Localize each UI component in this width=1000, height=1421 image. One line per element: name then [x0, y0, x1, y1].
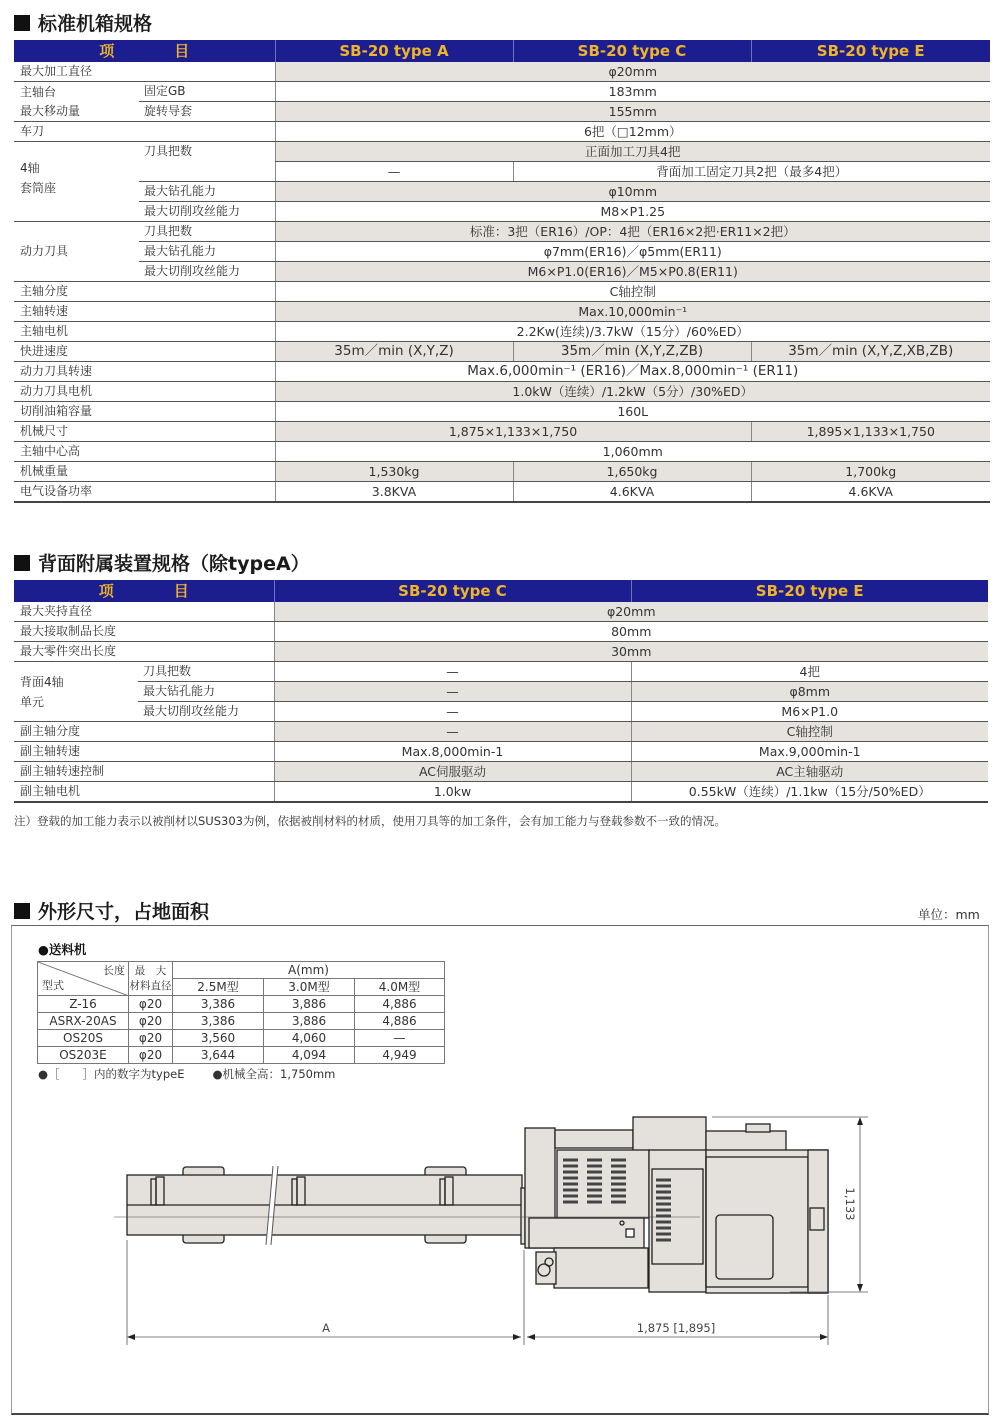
row-value-c: Max.8,000min-1 — [274, 742, 631, 762]
row-value: 160L — [275, 402, 990, 422]
dim-height-label: 1,133 — [843, 1187, 857, 1221]
row-value: φ20mm — [275, 62, 990, 82]
row-label: 副主轴电机 — [14, 782, 274, 803]
row-value-e: 1,700kg — [751, 462, 990, 482]
row-value-c: — — [274, 722, 631, 742]
model-cell: Z-16 — [38, 996, 129, 1013]
header-type-e: SB-20 type E — [751, 40, 990, 62]
section-title-standard-specs: 标准机箱规格 — [14, 9, 152, 36]
row-sublabel: 最大切削攻丝能力 — [139, 202, 275, 222]
row-value: Max.10,000min⁻¹ — [275, 302, 990, 322]
dim-a-label: A — [322, 1321, 330, 1335]
row-sublabel: 最大钻孔能力 — [138, 682, 274, 702]
row-value-e: 0.55kW（连续）/1.1kw（15分/50%ED） — [631, 782, 988, 803]
col-header: 2.5M型 — [173, 979, 264, 996]
unit-label: 单位：mm — [918, 907, 980, 922]
row-value-e: C轴控制 — [631, 722, 988, 742]
note-bracket: ●［ ］内的数字为typeE — [38, 1067, 185, 1081]
value-cell: — — [355, 1030, 445, 1047]
row-value: Max.6,000min⁻¹ (ER16)／Max.8,000min⁻¹ (ER11) — [275, 362, 990, 382]
row-value: 80mm — [274, 622, 988, 642]
row-value-a: 1,530kg — [275, 462, 513, 482]
row-label: 电气设备功率 — [14, 482, 275, 503]
row-sublabel: 最大钻孔能力 — [139, 182, 275, 202]
row-label: 最大接取制品长度 — [14, 622, 274, 642]
row-label: 副主轴转速控制 — [14, 762, 274, 782]
row-label: 动力刀具转速 — [14, 362, 275, 382]
col-header: 3.0M型 — [264, 979, 355, 996]
row-value: 6把（□12mm） — [275, 122, 990, 142]
value-cell: 3,886 — [264, 1013, 355, 1030]
value-cell: 3,886 — [264, 996, 355, 1013]
row-label: 最大加工直径 — [14, 62, 275, 82]
row-value: 标准：3把（ER16）/OP：4把（ER16×2把·ER11×2把） — [275, 222, 990, 242]
row-sublabel: 旋转导套 — [139, 102, 275, 122]
value-cell: 4,060 — [264, 1030, 355, 1047]
a-header: A(mm) — [173, 962, 445, 979]
row-value-e: M6×P1.0 — [631, 702, 988, 722]
row-value-c: — — [274, 662, 631, 682]
row-sublabel: 刀具把数 — [139, 222, 275, 242]
row-label: 机械重量 — [14, 462, 275, 482]
row-value: φ7mm(ER16)／φ5mm(ER11) — [275, 242, 990, 262]
row-label: 动力刀具电机 — [14, 382, 275, 402]
row-sublabel: 最大切削攻丝能力 — [139, 262, 275, 282]
row-label: 主轴电机 — [14, 322, 275, 342]
model-cell: OS203E — [38, 1047, 129, 1064]
row-sublabel: 刀具把数 — [138, 662, 274, 682]
row-sublabel: 最大钻孔能力 — [139, 242, 275, 262]
row-sublabel: 刀具把数 — [139, 142, 275, 182]
value-cell: 4,886 — [355, 996, 445, 1013]
section-title-dimensions: 外形尺寸，占地面积 — [14, 897, 209, 924]
row-value-c: AC伺服驱动 — [274, 762, 631, 782]
row-value-e: 4.6KVA — [751, 482, 990, 503]
model-cell: OS20S — [38, 1030, 129, 1047]
row-value-a: 35m／min (X,Y,Z) — [275, 342, 513, 362]
machine-body — [525, 1117, 828, 1293]
row-value: 1,060mm — [275, 442, 990, 462]
row-value: 2.2Kw(连续)/3.7kW（15分）/60%ED） — [275, 322, 990, 342]
row-label: 主轴分度 — [14, 282, 275, 302]
row-group-label-live-tool: 动力刀具 — [14, 222, 139, 282]
row-value-e: 1,895×1,133×1,750 — [751, 422, 990, 442]
header-item: 项 目 — [14, 40, 275, 62]
row-group-label: 最大移动量 — [14, 102, 139, 122]
row-group-label-rear-unit: 背面4轴 单元 — [14, 662, 138, 722]
header-type-e: SB-20 type E — [631, 580, 988, 602]
row-label: 主轴转速 — [14, 302, 275, 322]
header-item: 项 目 — [14, 580, 274, 602]
value-cell: 4,886 — [355, 1013, 445, 1030]
row-value-c: 35m／min (X,Y,Z,ZB) — [513, 342, 751, 362]
row-value: 1.0kW（连续）/1.2kW（5分）/30%ED） — [275, 382, 990, 402]
row-value: M8×P1.25 — [275, 202, 990, 222]
note-height: ●机械全高：1,750mm — [212, 1067, 336, 1081]
value-cell: 3,386 — [173, 996, 264, 1013]
max-dia-header: 最 大 材料直径 — [129, 962, 173, 996]
model-cell: ASRX-20AS — [38, 1013, 129, 1030]
row-value-ac: 1,875×1,133×1,750 — [275, 422, 751, 442]
row-sublabel: 最大切削攻丝能力 — [138, 702, 274, 722]
row-label: 副主轴分度 — [14, 722, 274, 742]
dim-length-label: 1,875 [1,895] — [636, 1321, 716, 1335]
dia-cell: φ20 — [129, 996, 173, 1013]
value-cell: 3,560 — [173, 1030, 264, 1047]
row-value-ce: 背面加工固定刀具2把（最多4把） — [513, 162, 990, 182]
row-group-label-sleeve: 4轴 套筒座 — [14, 142, 139, 222]
footnote: 注）登载的加工能力表示以被削材以SUS303为例，依据被削材料的材质，使用刀具等的加工条件，会有加工能力与登载参数不一致的情况。 — [14, 814, 726, 828]
row-value: M6×P1.0(ER16)／M5×P0.8(ER11) — [275, 262, 990, 282]
row-value: C轴控制 — [275, 282, 990, 302]
row-value-e: φ8mm — [631, 682, 988, 702]
col-header: 4.0M型 — [355, 979, 445, 996]
row-label: 车刀 — [14, 122, 275, 142]
row-value: φ20mm — [274, 602, 988, 622]
row-value: 30mm — [274, 642, 988, 662]
row-value: 正面加工刀具4把 — [275, 142, 990, 162]
header-type-c: SB-20 type C — [513, 40, 751, 62]
row-sublabel: 固定GB — [139, 82, 275, 102]
value-cell: 3,644 — [173, 1047, 264, 1064]
row-label: 主轴中心高 — [14, 442, 275, 462]
row-group-label: 主轴台 — [20, 84, 57, 99]
row-label: 最大夹持直径 — [14, 602, 274, 622]
row-value-a: — — [275, 162, 513, 182]
row-value-c: — — [274, 682, 631, 702]
value-cell: 4,949 — [355, 1047, 445, 1064]
row-value-c: 1.0kw — [274, 782, 631, 803]
row-value-e: Max.9,000min-1 — [631, 742, 988, 762]
dia-cell: φ20 — [129, 1030, 173, 1047]
feeder-title: ●送料机 — [38, 942, 87, 957]
row-value: φ10mm — [275, 182, 990, 202]
row-label: 切削油箱容量 — [14, 402, 275, 422]
value-cell: 4,094 — [264, 1047, 355, 1064]
row-label: 最大零件突出长度 — [14, 642, 274, 662]
row-value-c: 1,650kg — [513, 462, 751, 482]
row-value-e: 35m／min (X,Y,Z,XB,ZB) — [751, 342, 990, 362]
header-type-c: SB-20 type C — [274, 580, 631, 602]
row-value-e: AC主轴驱动 — [631, 762, 988, 782]
dia-cell: φ20 — [129, 1013, 173, 1030]
row-value: 183mm — [275, 82, 990, 102]
row-value-c: 4.6KVA — [513, 482, 751, 503]
dia-cell: φ20 — [129, 1047, 173, 1064]
row-label: 副主轴转速 — [14, 742, 274, 762]
corner-cell: 长度 型式 — [38, 962, 129, 996]
row-value-c: — — [274, 702, 631, 722]
header-type-a: SB-20 type A — [275, 40, 513, 62]
section-title-rear-attachment: 背面附属装置规格（除typeA） — [14, 549, 310, 576]
row-label: 机械尺寸 — [14, 422, 275, 442]
row-value-e: 4把 — [631, 662, 988, 682]
row-value: 155mm — [275, 102, 990, 122]
bar-feeder — [127, 1167, 525, 1244]
row-label: 快进速度 — [14, 342, 275, 362]
value-cell: 3,386 — [173, 1013, 264, 1030]
row-value-a: 3.8KVA — [275, 482, 513, 503]
